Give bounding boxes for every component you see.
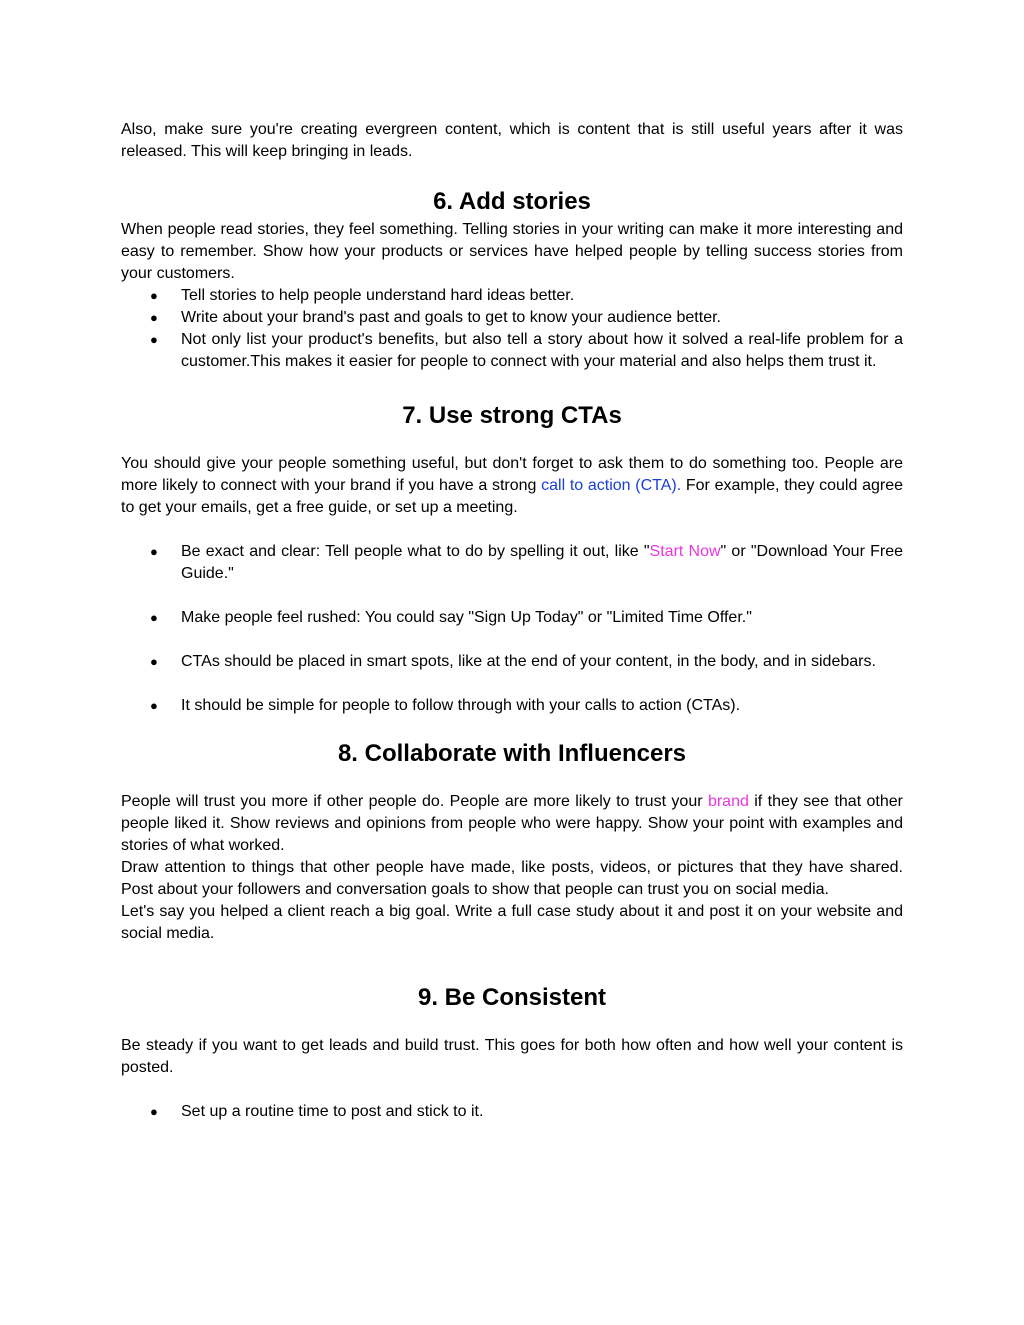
section-9-heading: 9. Be Consistent: [417, 984, 607, 1011]
bullet-icon: ●: [150, 654, 158, 669]
section-8-paragraph-1: People will trust you more if other people do. People are more likely to trust your brand if they see that other people liked it. Show reviews and opinions from people who were happy. Show your point with examples and stories of what worked.: [121, 793, 903, 854]
section-9-list: [121, 1101, 903, 1123]
bullet-icon: ●: [150, 288, 158, 303]
bullet-icon: ●: [150, 1104, 158, 1119]
list-item: ● Make people feel rushed: You could say "Sign Up Today" or "Limited Time Offer.": [121, 607, 903, 629]
bullet-icon: ●: [150, 610, 158, 625]
list-item: ● CTAs should be placed in smart spots, like at the end of your content, in the body, and in sidebars.: [121, 651, 903, 673]
section-6-paragraph: When people read stories, they feel something. Telling stories in your writing can make it more interesting and easy to remember. Show how your products or services have helped people by telling success stories from your customers.: [121, 221, 903, 282]
list-item: ● Set up a routine time to post and stick to it.: [121, 1101, 903, 1123]
section-8-paragraph-3: Let's say you helped a client reach a big goal. Write a full case study about it and post it on your website and social media.: [121, 903, 903, 942]
bullet-icon: ●: [150, 544, 158, 559]
section-8-heading: 8. Collaborate with Influencers: [337, 740, 687, 767]
bullet-icon: ●: [150, 698, 158, 713]
intro-paragraph: Also, make sure you're creating evergreen content, which is content that is still useful years after it was released. This will keep bringing in leads.: [121, 121, 903, 160]
bullet-icon: ●: [150, 310, 158, 325]
start-now-highlight: Start Now: [649, 543, 721, 560]
bullet-icon: ●: [150, 332, 158, 347]
section-9-paragraph: Be steady if you want to get leads and build trust. This goes for both how often and how well your content is posted.: [121, 1037, 903, 1076]
list-item: ● Not only list your product's benefits, but also tell a story about how it solved a real-life problem for a customer.This makes it easier for people to connect with your material and also helps them trust it.: [150, 331, 903, 370]
list-item: ● Write about your brand's past and goals to get to know your audience better.: [121, 307, 903, 329]
list-item: ● It should be simple for people to follow through with your calls to action (CTAs).: [121, 695, 903, 717]
list-item: ● Tell stories to help people understand hard ideas better.: [121, 285, 903, 307]
cta-link[interactable]: call to action (CTA).: [541, 477, 682, 494]
section-8-paragraph-2: Draw attention to things that other people have made, like posts, videos, or pictures that they have shared. Post about your followers and conversation goals to show that people can trust you on social media.: [121, 859, 903, 898]
brand-highlight: brand: [707, 793, 749, 810]
section-7-paragraph: You should give your people something useful, but don't forget to ask them to do something too. People are more likely to connect with your brand if you have a strong call to action (CTA). For example, they could agree to get your emails, get a free guide, or set up a meeting.: [121, 455, 904, 516]
section-6-heading: 6. Add stories: [433, 188, 591, 215]
document-page: [121, 119, 903, 1123]
section-7-list: [121, 541, 903, 717]
section-6-list: [121, 285, 903, 373]
section-7-heading: 7. Use strong CTAs: [402, 402, 622, 429]
list-item: ● Be exact and clear: Tell people what to do by spelling it out, like "Start Now" or "Download Your Free Guide.": [150, 543, 903, 582]
